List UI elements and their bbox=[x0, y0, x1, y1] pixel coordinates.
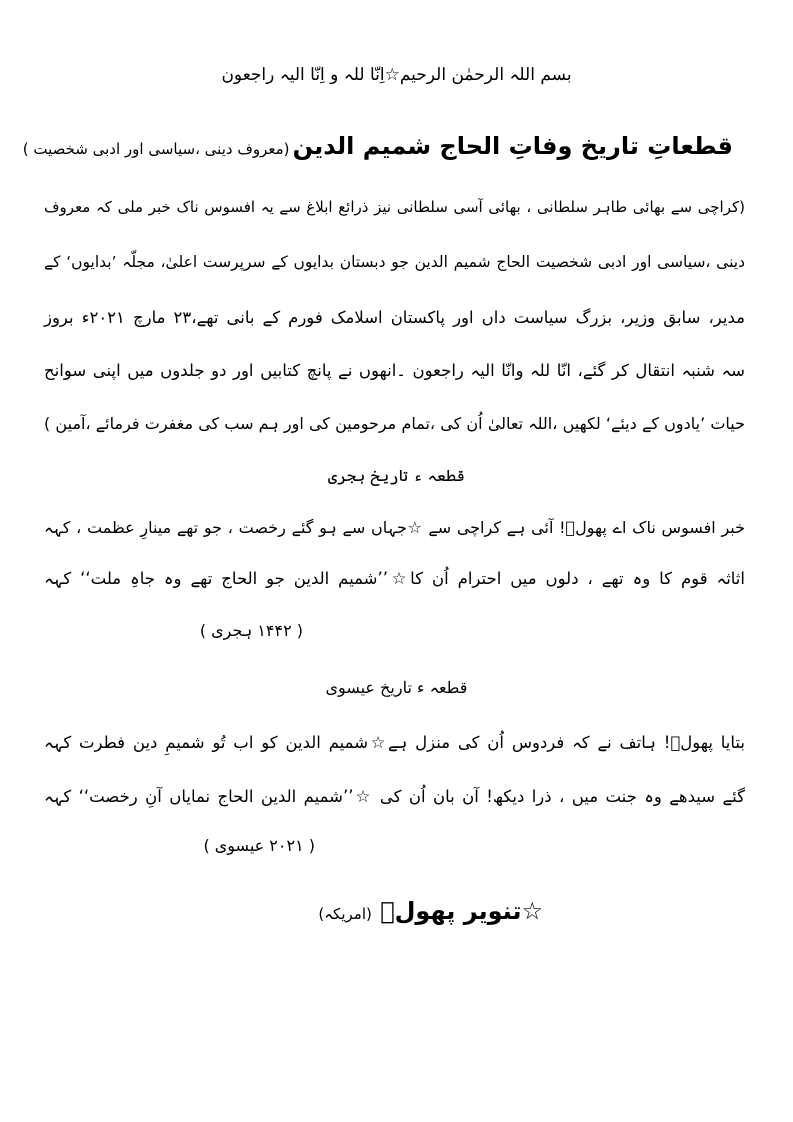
title-subtitle: (معروف دینی ،سیاسی اور ادبی شخصیت ) bbox=[22, 140, 290, 158]
isvi-year: ( ۲۰۲۱ عیسوی ) bbox=[203, 836, 315, 855]
bismillah-heading: بسم اللہ الرحمٰن الرحیم☆اِنّا للہ و اِنّا الیہ راجعون bbox=[221, 65, 572, 85]
intro-line-1: (کراچی سے بھائی طاہر سلطانی ، بھائی آسی سلطانی نیز ذرائع ابلاغ سے یہ افسوس ناک خبر ملی کہ معروف bbox=[44, 198, 745, 216]
intro-line-2: دینی ،سیاسی اور ادبی شخصیت الحاج شمیم الدین جو دبستان بدایوں کے سرپرست اعلیٰ، مجلّہ ’بدایوں‘ کے bbox=[44, 253, 745, 271]
hijri-verse-1: خبر افسوس ناک اے پھولؔ! آئی ہے کراچی سے ☆جہاں سے ہو گئے رخصت ، جو تھے مینارِ عظمت ، کہہ bbox=[44, 518, 745, 537]
isvi-verse-1: بتایا پھولؔ! ہاتف نے کہ فردوس اُن کی منزل ہے☆شمیم الدین کو اب تُو شمیمِ دین فطرت کہہ bbox=[44, 733, 745, 752]
page-title bbox=[22, 132, 733, 160]
hijri-heading: قطعہ ء تاریخ ہجری bbox=[327, 466, 466, 485]
intro-line-4: سہ شنبہ انتقال کر گئے، انّا للہ وانّا الیہ راجعون ۔انھوں نے پانچ کتابیں اور دو جلدوں میں اپنی سوانح bbox=[44, 361, 745, 380]
hijri-verse-2: اثاثہ قوم کا وہ تھے ، دلوں میں احترام اُن کا☆’’شمیم الدین جو الحاج تھے وہ جاہِ ملت‘‘ کہہ bbox=[44, 569, 745, 588]
hijri-year: ( ۱۴۴۲ ہجری ) bbox=[199, 621, 303, 640]
intro-line-3: مدیر، سابق وزیر، بزرگ سیاست داں اور پاکستان اسلامک فورم کے بانی تھے،۲۳ مارچ ۲۰۲۱ء بروز bbox=[44, 308, 745, 327]
title-main: قطعاتِ تاریخ وفاتِ الحاج شمیم الدین bbox=[292, 132, 733, 160]
poet-name: ☆تنویر پھولؔ bbox=[380, 897, 543, 925]
isvi-heading: قطعہ ء تاریخ عیسوی bbox=[325, 678, 468, 697]
isvi-verse-2: گئے سیدھے وہ جنت میں ، ذرا دیکھ! آن بان اُن کی ☆’’شمیم الدین الحاج نمایاں آنِ رخصت‘‘ کہہ bbox=[44, 787, 745, 806]
poet-signature bbox=[318, 897, 543, 925]
poet-location: (امریکہ) bbox=[318, 905, 372, 923]
intro-line-5: حیات ’یادوں کے دیئے‘ لکھیں ،اللہ تعالیٰ اُن کی ،تمام مرحومین کی اور ہم سب کی مغفرت فرمائے ،آمین ) bbox=[44, 414, 745, 433]
